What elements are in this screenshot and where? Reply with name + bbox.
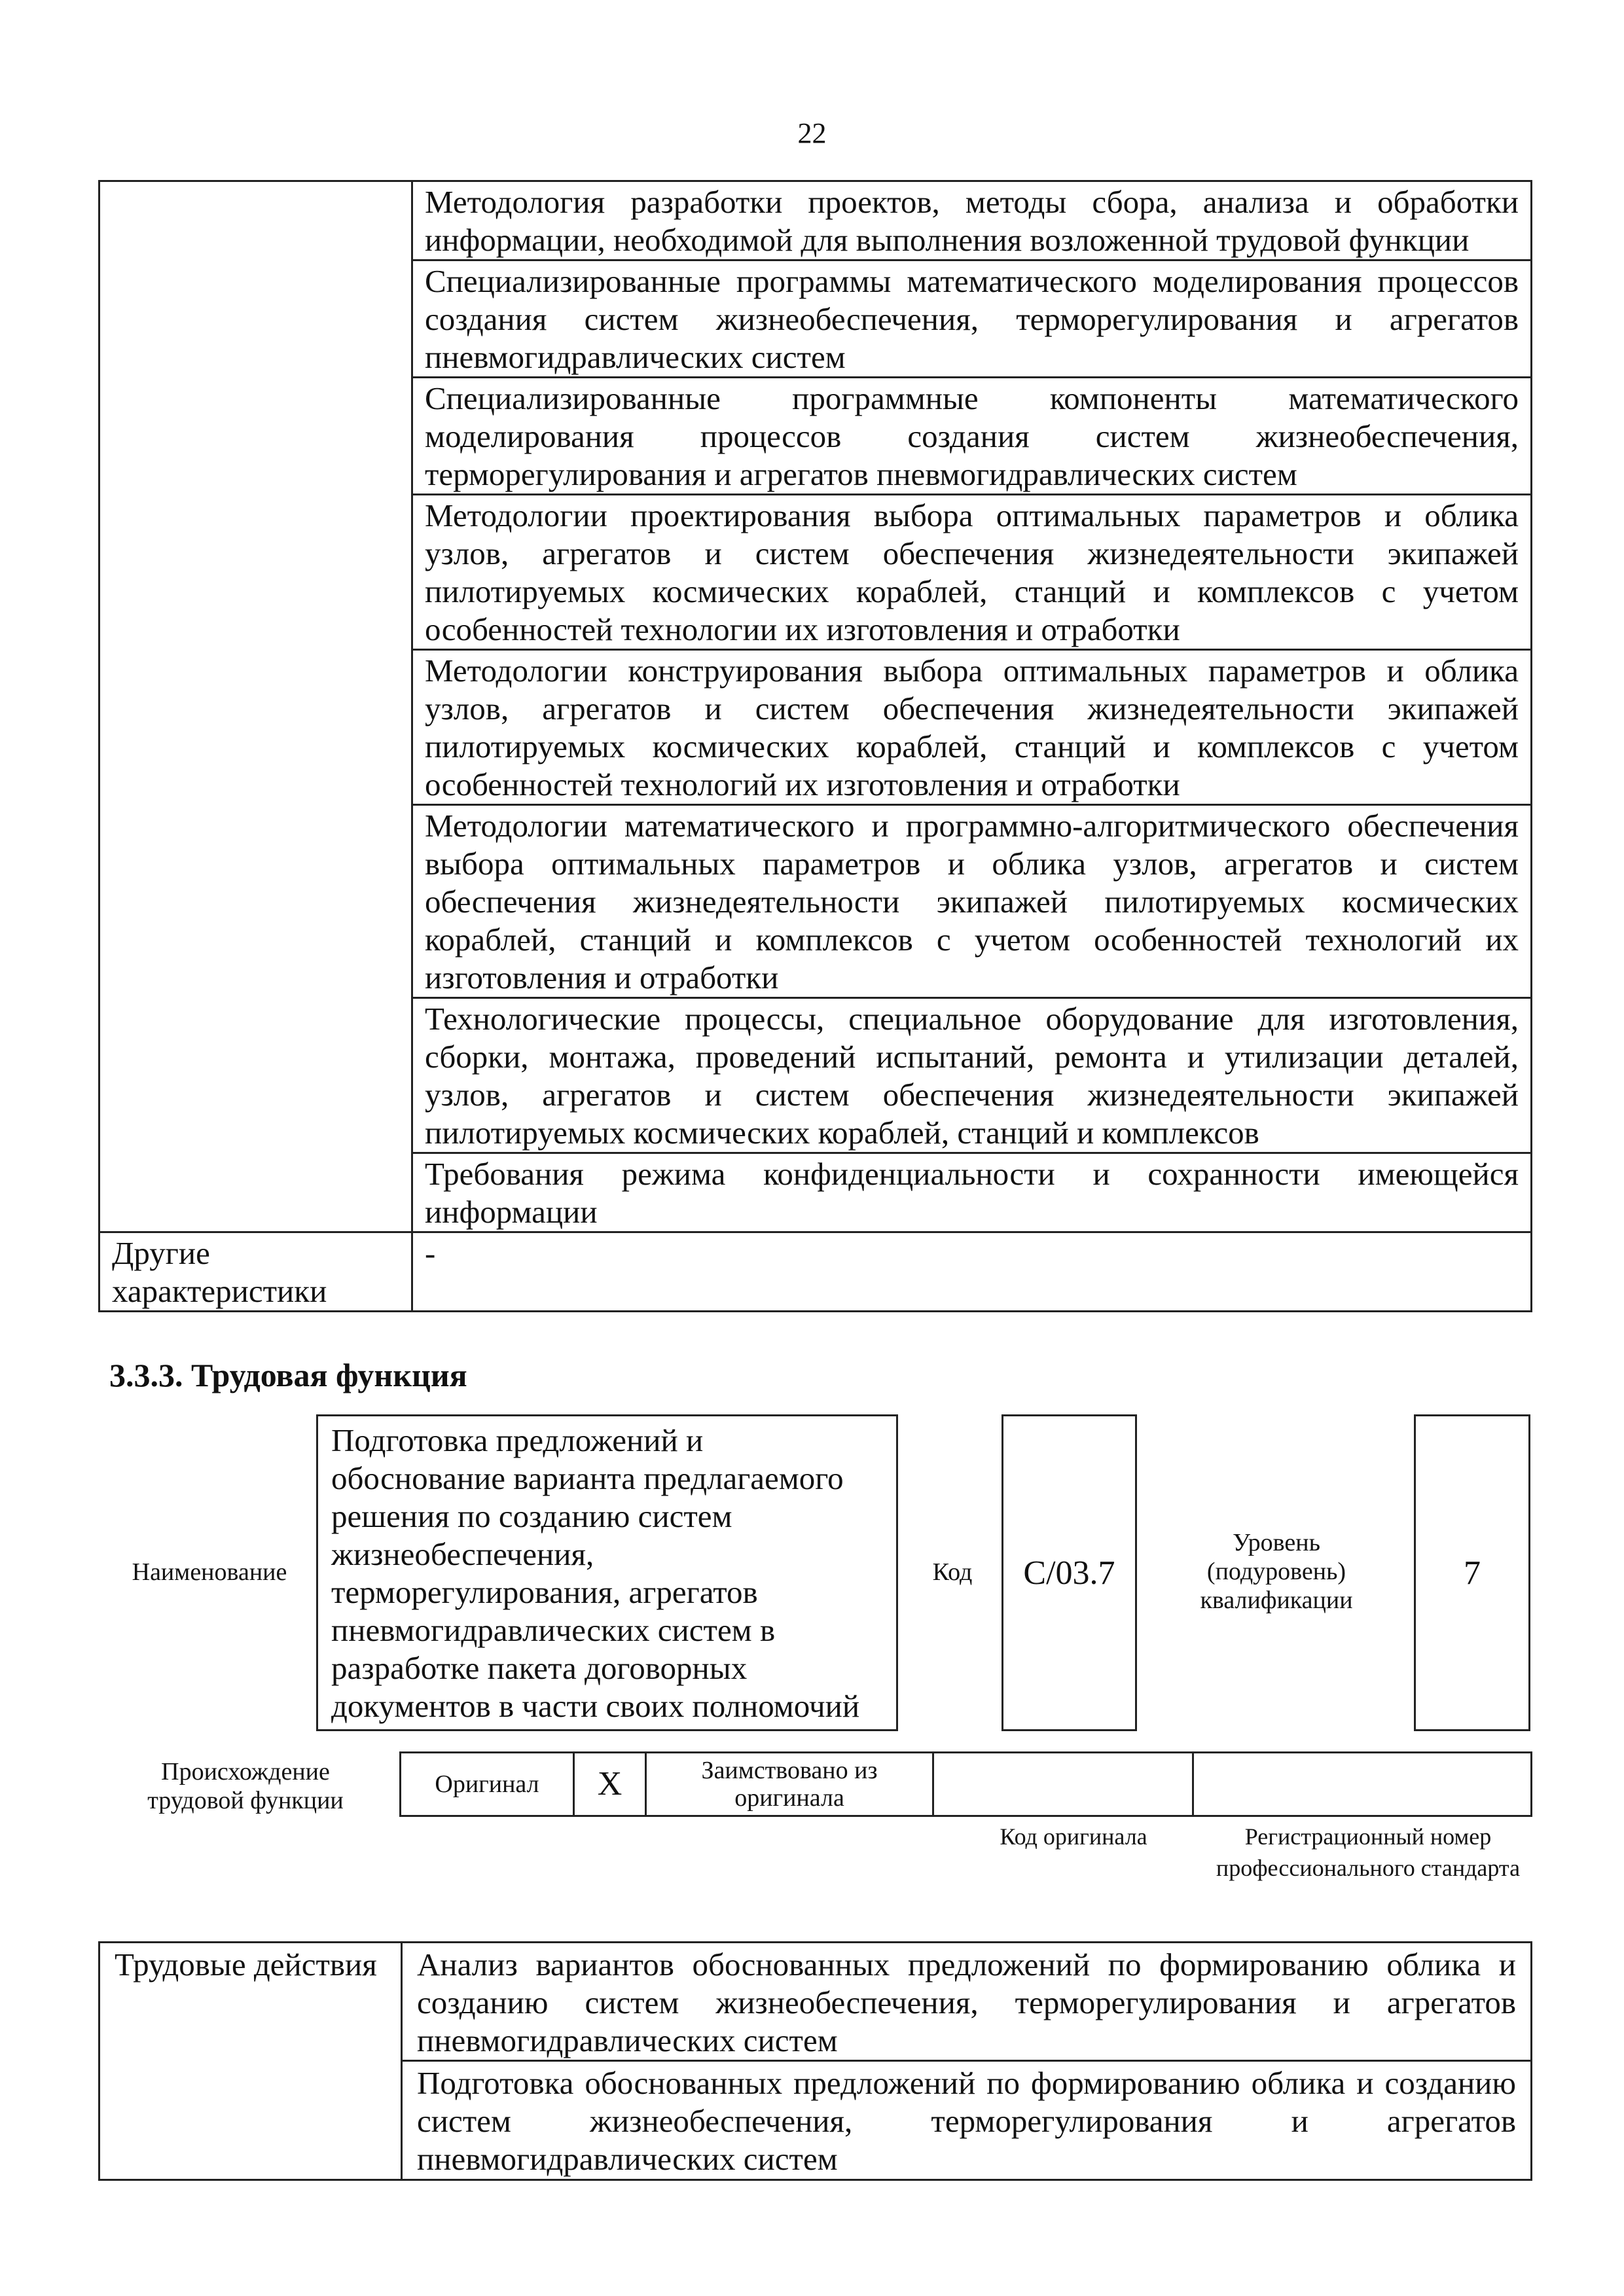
action-item: Анализ вариантов обоснованных предложений по формированию облика и созданию систем жизнеобеспечения, терморегулирования и агрегатов пневмогидравлических систем [402, 1943, 1532, 2061]
actions-table [98, 1941, 1532, 2181]
other-characteristics-label: Другие характеристики [99, 1232, 412, 1312]
code-box [1001, 1414, 1137, 1731]
knowledge-item: Методология разработки проектов, методы сбора, анализа и обработки информации, необходимой для выполнения возложенной трудовой функции [412, 181, 1532, 260]
page-number: 22 [797, 117, 827, 149]
knowledge-item: Специализированные программные компоненты математического моделирования процессов создания систем жизнеобеспечения, терморегулирования и агрегатов пневмогидравлических систем [412, 378, 1532, 495]
registration-number-caption: Регистрационный номер профессионального стандарта [1216, 1823, 1521, 1881]
action-item: Подготовка обоснованных предложений по формированию облика и созданию систем жизнеобеспечения, терморегулирования и агрегатов пневмогидравлических систем [402, 2061, 1532, 2180]
level-label: Уровень (подуровень) квалификации [1200, 1529, 1353, 1614]
function-name-box [316, 1414, 898, 1731]
original-mark: X [574, 1753, 646, 1816]
table-row [99, 1943, 1532, 2061]
origin-table [399, 1751, 1532, 1817]
original-cell: Оригинал [401, 1753, 574, 1816]
code-label: Код [932, 1558, 973, 1586]
other-characteristics-value: - [412, 1232, 1532, 1312]
level-value: 7 [1464, 1554, 1481, 1592]
name-label: Наименование [132, 1558, 287, 1586]
knowledge-item: Требования режима конфиденциальности и сохранности имеющейся информации [412, 1153, 1532, 1232]
table-row [401, 1753, 1532, 1816]
original-code-cell [933, 1753, 1193, 1816]
knowledge-item: Технологические процессы, специальное оборудование для изготовления, сборки, монтажа, проведений испытаний, ремонта и утилизации деталей, узлов, агрегатов и систем обеспечения жизнедеятельности экипажей пилотируемых космических кораблей, станций и комплексов [412, 998, 1532, 1153]
knowledge-item: Специализированные программы математического моделирования процессов создания систем жизнеобеспечения, терморегулирования и агрегатов пневмогидравлических систем [412, 260, 1532, 378]
section-title: 3.3.3. Трудовая функция [109, 1357, 467, 1393]
table-row [99, 181, 1532, 260]
registration-number-cell [1193, 1753, 1532, 1816]
function-name-value: Подготовка предложений и обоснование варианта предлагаемого решения по созданию систем жизнеобеспечения, терморегулирования, агрегатов пневмогидравлических систем в разработке пакета договорных документов в части своих полномочий [331, 1422, 860, 1724]
knowledge-item: Методологии математического и программно-алгоритмического обеспечения выбора оптимальных параметров и облика узлов, агрегатов и систем обеспечения жизнедеятельности экипажей пилотируемых космических кораблей, станций и комплексов с учетом особенностей технологий их изготовления и отработки [412, 805, 1532, 998]
table-row [99, 1232, 1532, 1312]
knowledge-item: Методологии конструирования выбора оптимальных параметров и облика узлов, агрегатов и систем обеспечения жизнедеятельности экипажей пилотируемых космических кораблей, станций и комплексов с учетом особенностей технологий их изготовления и отработки [412, 650, 1532, 805]
original-code-caption: Код оригинала [1000, 1823, 1147, 1850]
empty-label-cell [99, 181, 412, 1232]
borrowed-cell: Заимствовано из оригинала [646, 1753, 933, 1816]
knowledge-table [98, 180, 1532, 1312]
level-box [1414, 1414, 1530, 1731]
knowledge-item: Методологии проектирования выбора оптимальных параметров и облика узлов, агрегатов и систем обеспечения жизнедеятельности экипажей пилотируемых космических кораблей, станций и комплексов с учетом особенностей технологии их изготовления и отработки [412, 495, 1532, 650]
actions-label: Трудовые действия [99, 1943, 402, 2180]
origin-label: Происхождение трудовой функции [147, 1758, 344, 1814]
code-value: C/03.7 [1023, 1554, 1115, 1592]
